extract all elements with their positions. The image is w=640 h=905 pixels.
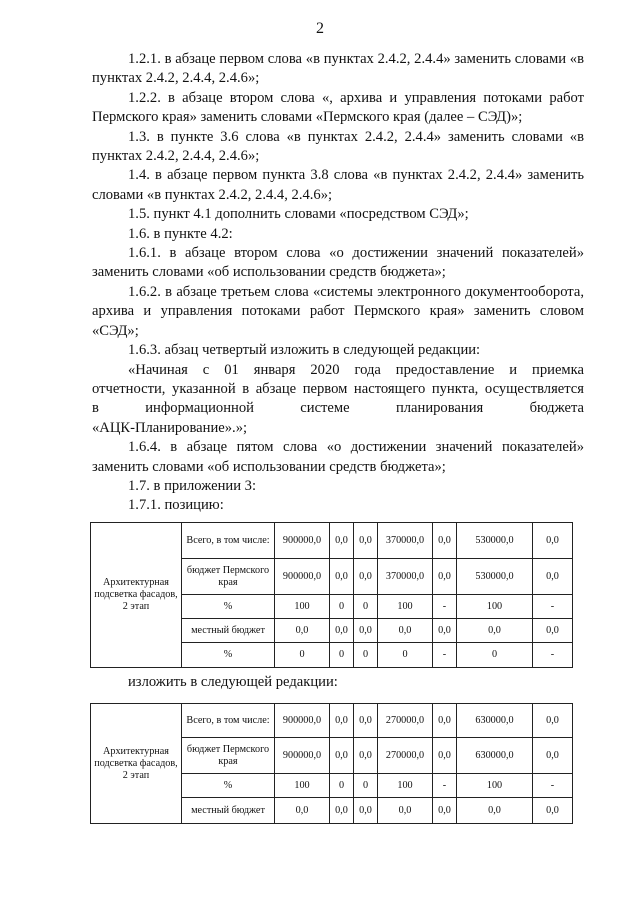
budget-table-old bbox=[90, 522, 573, 668]
paragraph-1-2-2: 1.2.2. в абзаце втором слова «, архива и управления потоками работ Пермского края» заменить словами «Пермского края (далее – СЭД)»; bbox=[92, 89, 584, 126]
table-cell: 0,0 bbox=[354, 738, 378, 774]
table-cell: 100 bbox=[457, 595, 533, 619]
table-cell: 0 bbox=[457, 643, 533, 668]
table-cell: 630000,0 bbox=[457, 704, 533, 738]
paragraph-1-6-3: 1.6.3. абзац четвертый изложить в следующей редакции: bbox=[128, 342, 481, 359]
table-cell: 0,0 bbox=[330, 704, 354, 738]
paragraph-1-4: 1.4. в абзаце первом пункта 3.8 слова «в пунктах 2.4.2, 2.4.4» заменить словами «в пунктах 2.4.2, 2.4.4, 2.4.6»; bbox=[92, 167, 584, 203]
document-body bbox=[92, 50, 584, 516]
row-label: бюджет Пермского края bbox=[182, 559, 275, 595]
table-cell: 0,0 bbox=[457, 619, 533, 643]
table-cell: - bbox=[433, 774, 457, 798]
table-cell: 0,0 bbox=[533, 619, 573, 643]
table-cell: 0 bbox=[330, 595, 354, 619]
budget-table-new bbox=[90, 703, 573, 824]
table-cell: 0,0 bbox=[378, 798, 433, 824]
table-cell: 0,0 bbox=[433, 798, 457, 824]
table-cell: 0 bbox=[354, 774, 378, 798]
table-cell: 0 bbox=[275, 643, 330, 668]
table-cell: 370000,0 bbox=[378, 559, 433, 595]
table-cell: - bbox=[533, 643, 573, 668]
table-cell: 0,0 bbox=[330, 523, 354, 559]
row-label: % bbox=[182, 774, 275, 798]
row-label: Всего, в том числе: bbox=[182, 704, 275, 738]
table-cell: 0,0 bbox=[433, 523, 457, 559]
object-name-cell: Архитектурная подсветка фасадов, 2 этап bbox=[91, 523, 182, 668]
quote-line: «АЦК-Планирование».»; bbox=[92, 419, 248, 436]
table-cell: 0,0 bbox=[275, 798, 330, 824]
quote-line: «Начиная с 01 января 2020 года предоставление и приемка bbox=[128, 361, 584, 378]
table-cell: 530000,0 bbox=[457, 523, 533, 559]
row-label: Всего, в том числе: bbox=[182, 523, 275, 559]
table-cell: 0,0 bbox=[330, 738, 354, 774]
row-label: бюджет Пермского края bbox=[182, 738, 275, 774]
table-cell: 0 bbox=[330, 643, 354, 668]
paragraph-1-7-1: 1.7.1. позицию: bbox=[128, 497, 224, 514]
table-cell: - bbox=[433, 595, 457, 619]
table-cell: 0,0 bbox=[433, 559, 457, 595]
paragraph-1-5: 1.5. пункт 4.1 дополнить словами «посредством СЭД»; bbox=[128, 206, 469, 223]
table-cell: 100 bbox=[275, 774, 330, 798]
table-cell: 100 bbox=[457, 774, 533, 798]
table-cell: 0,0 bbox=[330, 559, 354, 595]
table-cell: 0,0 bbox=[330, 798, 354, 824]
table-cell: 0 bbox=[330, 774, 354, 798]
table-cell: 370000,0 bbox=[378, 523, 433, 559]
table-cell: - bbox=[533, 595, 573, 619]
quote-line: в информационной системе планирования бюджета bbox=[92, 400, 584, 417]
paragraph-1-6-1: 1.6.1. в абзаце втором слова «о достижении значений показателей» заменить словами «об использовании средств бюджета»; bbox=[92, 245, 584, 281]
page-number: 2 bbox=[316, 20, 324, 37]
table-cell: 630000,0 bbox=[457, 738, 533, 774]
table-cell: 0,0 bbox=[533, 523, 573, 559]
table-cell: 270000,0 bbox=[378, 738, 433, 774]
row-label: местный бюджет bbox=[182, 619, 275, 643]
quoted-text bbox=[92, 361, 584, 439]
paragraph-1-6-2: 1.6.2. в абзаце третьем слова «системы электронного документооборота, архива и управления потоками работ Пермского края» заменить словом «СЭД»; bbox=[92, 283, 584, 339]
table-cell: 0,0 bbox=[533, 559, 573, 595]
paragraph-1-7: 1.7. в приложении 3: bbox=[128, 477, 257, 494]
row-label: % bbox=[182, 595, 275, 619]
table-cell: 900000,0 bbox=[275, 559, 330, 595]
table-cell: 0,0 bbox=[533, 738, 573, 774]
table-cell: 270000,0 bbox=[378, 704, 433, 738]
table-cell: 0,0 bbox=[275, 619, 330, 643]
table-cell: 100 bbox=[378, 595, 433, 619]
table-cell: 0,0 bbox=[354, 619, 378, 643]
table-cell: 0 bbox=[378, 643, 433, 668]
quote-line: отчетности, указанной в абзаце первом настоящего пункта, осуществляется bbox=[92, 380, 584, 397]
table-cell: 900000,0 bbox=[275, 738, 330, 774]
table-cell: 100 bbox=[275, 595, 330, 619]
paragraph-1-2-1: 1.2.1. в абзаце первом слова «в пунктах 2.4.2, 2.4.4» заменить словами «в пунктах 2.4.2, 2.4.4, 2.4.6»; bbox=[92, 51, 584, 87]
replacement-caption: изложить в следующей редакции: bbox=[128, 674, 338, 690]
table-cell: - bbox=[433, 643, 457, 668]
table-cell: 0,0 bbox=[433, 704, 457, 738]
table-cell: - bbox=[533, 774, 573, 798]
table-cell: 0,0 bbox=[354, 523, 378, 559]
table-cell: 0,0 bbox=[533, 798, 573, 824]
table-cell: 0,0 bbox=[354, 798, 378, 824]
table-cell: 100 bbox=[378, 774, 433, 798]
table-cell: 0,0 bbox=[433, 619, 457, 643]
table-cell: 900000,0 bbox=[275, 704, 330, 738]
table-cell: 530000,0 bbox=[457, 559, 533, 595]
table-cell: 0,0 bbox=[433, 738, 457, 774]
table-cell: 0,0 bbox=[533, 704, 573, 738]
table-cell: 0,0 bbox=[354, 704, 378, 738]
object-name-cell: Архитектурная подсветка фасадов, 2 этап bbox=[91, 704, 182, 824]
row-label: местный бюджет bbox=[182, 798, 275, 824]
table-cell: 0,0 bbox=[354, 559, 378, 595]
table-cell: 0,0 bbox=[457, 798, 533, 824]
paragraph-1-3: 1.3. в пункте 3.6 слова «в пунктах 2.4.2, 2.4.4» заменить словами «в пунктах 2.4.2, 2.4.4, 2.4.6»; bbox=[92, 128, 584, 165]
table-cell: 0 bbox=[354, 643, 378, 668]
row-label: % bbox=[182, 643, 275, 668]
table-cell: 0 bbox=[354, 595, 378, 619]
paragraph-1-6: 1.6. в пункте 4.2: bbox=[128, 225, 233, 242]
table-cell: 0,0 bbox=[330, 619, 354, 643]
paragraph-1-6-4: 1.6.4. в абзаце пятом слова «о достижении значений показателей» заменить словами «об использовании средств бюджета»; bbox=[92, 439, 584, 475]
table-cell: 0,0 bbox=[378, 619, 433, 643]
table-cell: 900000,0 bbox=[275, 523, 330, 559]
